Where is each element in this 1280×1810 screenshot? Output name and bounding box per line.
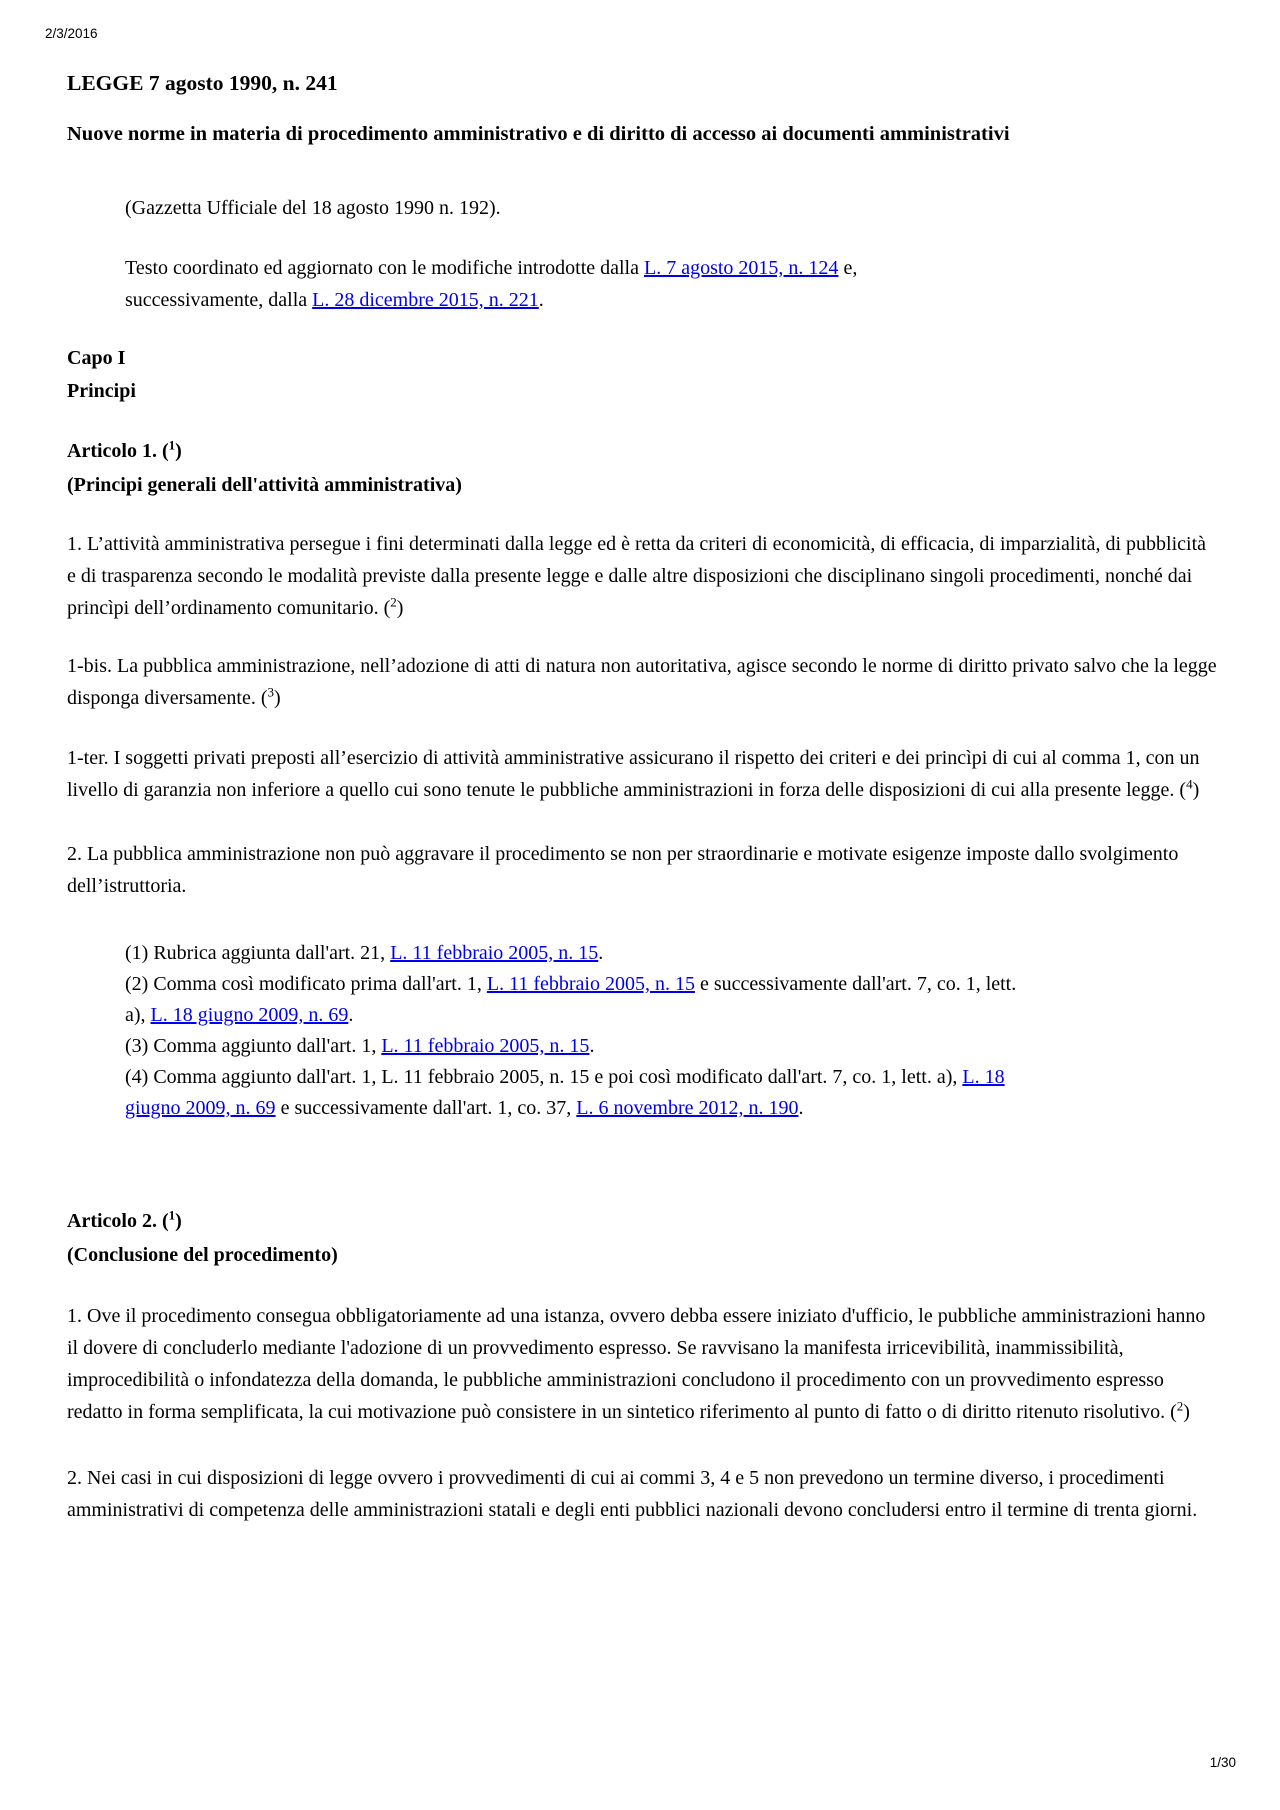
footnote-reference: 2 — [390, 594, 397, 610]
coordination-note: Testo coordinato ed aggiornato con le modifiche introdotte dalla L. 7 agosto 2015, n. 124 e, successivamente, dalla L. 28 dicembre 2015, n. 221. — [125, 257, 858, 311]
article-1-paragraph-1bis: 1-bis. La pubblica amministrazione, nell’adozione di atti di natura non autoritativa, agisce secondo le norme di diritto privato salvo che la legge disponga diversamente. ($^3$) — [67, 655, 1217, 709]
article-2-number: Articolo 2. ($^1$) — [67, 1207, 182, 1232]
print-footer-page: 1/30 — [1209, 1755, 1236, 1770]
footnote-reference: 1 — [168, 437, 176, 453]
law-subtitle: Nuove norme in materia di procedimento amministrativo e di diritto di accesso ai documenti amministrativi — [67, 123, 1010, 145]
article-1-paragraph-1: 1. L’attività amministrativa persegue i fini determinati dalla legge ed è retta da criteri di economicità, di efficacia, di imparzialità, di pubblicità e di trasparenza secondo le modalità previste dalla presente legge e dalle altre disposizioni che disciplinano singoli procedimenti, nonché dai princìpi dell’ordinamento comunitario. ($^2$) — [67, 533, 1207, 619]
law-reference-link[interactable]: L. 6 novembre 2012, n. 190 — [576, 1097, 799, 1119]
footnote-3: (3) Comma aggiunto dall'art. 1, L. 11 febbraio 2005, n. 15. — [125, 1035, 595, 1057]
footnote-reference: 3 — [267, 684, 274, 700]
footnote-1: (1) Rubrica aggiunta dall'art. 21, L. 11 febbraio 2005, n. 15. — [125, 942, 604, 964]
law-reference-link[interactable]: L. 7 agosto 2015, n. 124 — [644, 257, 839, 279]
article-2-paragraph-2: 2. Nei casi in cui disposizioni di legge ovvero i provvedimenti di cui ai commi 3, 4 e 5 non prevedono un termine diverso, i procedimenti amministrativi di competenza delle amministrazioni statali e degli enti pubblici nazionali devono concludersi entro il termine di trenta giorni. — [67, 1467, 1198, 1521]
law-reference-link[interactable]: L. 18 giugno 2009, n. 69 — [150, 1004, 349, 1026]
document-content — [67, 0, 1217, 1526]
article-1-footnotes — [67, 938, 1027, 1124]
law-reference-link[interactable]: L. 18 giugno 2009, n. 69 — [125, 1066, 1005, 1119]
article-1-title: (Principi generali dell'attività amministrativa) — [67, 474, 462, 496]
article-1-section — [67, 434, 1217, 1124]
footnote-reference: 1 — [168, 1207, 176, 1223]
law-reference-link[interactable]: L. 28 dicembre 2015, n. 221 — [312, 289, 539, 311]
article-2-paragraph-1: 1. Ove il procedimento consegua obbligatoriamente ad una istanza, ovvero debba essere iniziato d'ufficio, le pubbliche amministrazioni hanno il dovere di concluderlo mediante l'adozione di un provvedimento espresso. Se ravvisano la manifesta irricevibilità, inammissibilità, improcedibilità o infondatezza della domanda, le pubbliche amministrazioni concludono il procedimento con un provvedimento espresso redatto in forma semplificata, la cui motivazione può consistere in un sintetico riferimento al punto di fatto o di diritto ritenuto risolutivo. ($^2$) — [67, 1305, 1206, 1423]
footnote-2: (2) Comma così modificato prima dall'art. 1, L. 11 febbraio 2005, n. 15 e successivamente dall'art. 7, co. 1, lett. a), L. 18 giugno 2009, n. 69. — [125, 973, 1017, 1026]
footnote-4: (4) Comma aggiunto dall'art. 1, L. 11 febbraio 2005, n. 15 e poi così modificato dall'art. 7, co. 1, lett. a), L. 18 giugno 2009, n. 69 e successivamente dall'art. 1, co. 37, L. 6 novembre 2012, n. 190. — [125, 1066, 1005, 1119]
law-title: LEGGE 7 agosto 1990, n. 241 — [67, 71, 338, 95]
chapter-heading — [67, 342, 1217, 408]
article-2-heading — [67, 1204, 1217, 1272]
chapter-title: Principi — [67, 380, 136, 402]
print-header-date: 2/3/2016 — [45, 26, 98, 41]
article-1-paragraph-2: 2. La pubblica amministrazione non può aggravare il procedimento se non per straordinarie e motivate esigenze imposte dallo svolgimento dell’istruttoria. — [67, 843, 1179, 897]
gazzetta-reference: (Gazzetta Ufficiale del 18 agosto 1990 n. 192). — [125, 197, 501, 219]
footnote-reference: 4 — [1186, 776, 1193, 792]
chapter-label: Capo I — [67, 347, 126, 369]
article-1-number: Articolo 1. ($^1$) — [67, 437, 182, 462]
law-reference-link[interactable]: L. 11 febbraio 2005, n. 15 — [486, 973, 695, 995]
footnote-reference: 2 — [1176, 1398, 1184, 1414]
law-reference-link[interactable]: L. 11 febbraio 2005, n. 15 — [390, 942, 599, 964]
article-2-title: (Conclusione del procedimento) — [67, 1244, 338, 1266]
law-reference-link[interactable]: L. 11 febbraio 2005, n. 15 — [381, 1035, 590, 1057]
article-1-paragraph-1ter: 1-ter. I soggetti privati preposti all’esercizio di attività amministrative assicurano il rispetto dei criteri e dei princìpi di cui al comma 1, con un livello di garanzia non inferiore a quello cui sono tenute le pubbliche amministrazioni in forza delle disposizioni di cui alla presente legge. ($^4$) — [67, 747, 1200, 801]
article-2-section — [67, 1204, 1217, 1526]
article-1-heading — [67, 434, 1217, 502]
